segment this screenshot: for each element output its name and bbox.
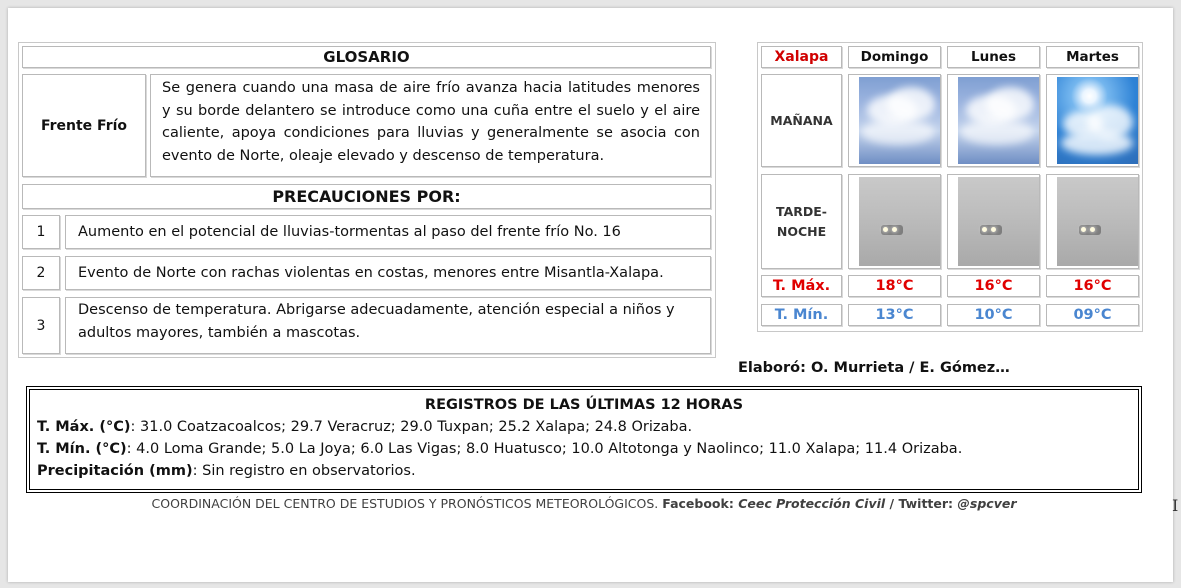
precaution-num-cell-2 [22,256,60,290]
records-box [26,386,1142,493]
precaution-text-cell-3 [65,297,711,354]
precaution-text-cell-2 [65,256,711,290]
records-precip-values: : Sin registro en observatorios. [192,463,416,479]
forecast-evening-cell [1046,174,1139,269]
forecast-tmin-cell [947,304,1040,326]
records-tmin-line [37,438,1131,460]
records-title: REGISTROS DE LAS ÚLTIMAS 12 HORAS [424,397,744,413]
forecast-tmax-cell [1046,275,1139,297]
records-precip-line [37,460,1131,482]
forecast-tmax-cell [947,275,1040,297]
precaution-number: 3 [36,317,46,334]
forecast-day-cell [848,46,941,68]
footer-separator: / [885,496,899,511]
records-inner [29,389,1139,490]
footer-facebook-link[interactable]: Ceec Protección Civil [738,496,886,511]
precaution-text: Evento de Norte con rachas violentas en costas, menores entre Misantla-Xalapa. [78,264,664,281]
forecast-evening-cell [947,174,1040,269]
forecast-tmax-label-cell [761,275,842,297]
forecast-morning-label-cell [761,74,842,167]
forecast-city-cell [761,46,842,68]
page [8,8,1179,582]
forecast-day-cell [947,46,1040,68]
records-tmax-values: : 31.0 Coatzacoalcos; 29.7 Veracruz; 29.0 Tuxpan; 25.2 Xalapa; 24.8 Orizaba. [130,419,693,435]
records-tmax-label: T. Máx. (°C) [37,419,131,435]
precaution-number: 1 [36,224,46,240]
cloudy-icon [859,77,940,164]
cloudy-icon [958,77,1039,164]
forecast-evening-cell [848,174,941,269]
glossary-term: Frente Frío [40,117,128,134]
glossary-term-cell [22,74,146,177]
forecast-evening-label-line1: TARDE- [776,203,827,219]
footer-twitter-label: Twitter: [898,496,958,511]
forecast-tmin-cell [1046,304,1139,326]
precaution-text: Descenso de temperatura. Abrigarse adecuadamente, atención especial a niños y adultos mayores, también a mascotas. [78,302,675,341]
glossary-definition-cell [150,74,711,177]
glossary-title-cell [22,46,711,68]
records-precip-label: Precipitación (mm) [37,463,193,479]
forecast-tmax-cell [848,275,941,297]
forecast-tmin-label: T. Mín. [774,307,829,323]
fog-icon [1057,177,1138,266]
precaution-number: 2 [36,265,46,281]
fog-icon [958,177,1039,266]
forecast-tmax-value: 16°C [974,278,1013,294]
glossary-definition: Se genera cuando una masa de aire frío avanza hacia latitudes menores y su borde delantero se introduce como una cuña entre el suelo y el aire caliente, apoya condiciones para lluvias y generalmente se asocia con evento de Norte, oleaje elevado y descenso de temperatura. [162,80,700,164]
forecast-day-cell [1046,46,1139,68]
forecast-tmin-label-cell [761,304,842,326]
footer-twitter-link[interactable]: @spcver [957,496,1017,511]
records-tmin-values: : 4.0 Loma Grande; 5.0 La Joya; 6.0 Las Vigas; 8.0 Huatusco; 10.0 Altotonga y Naolinco; 11.0 Xalapa; 11.4 Orizaba. [126,441,963,457]
records-tmax-line [37,416,1131,438]
precautions-title: PRECAUCIONES POR: [272,187,461,206]
forecast-tmax-value: 16°C [1073,278,1112,294]
precaution-num-cell-3 [22,297,60,354]
forecast-morning-cell [947,74,1040,167]
precautions-title-cell [22,184,711,209]
forecast-tmin-value: 09°C [1073,307,1112,323]
forecast-morning-cell [848,74,941,167]
footer-org: COORDINACIÓN DEL CENTRO DE ESTUDIOS Y PRONÓSTICOS METEOROLÓGICOS. [151,496,663,511]
forecast-day: Lunes [970,49,1016,65]
forecast-morning-cell [1046,74,1139,167]
text-cursor-icon: I [1172,496,1179,515]
fog-icon [859,177,940,266]
forecast-city: Xalapa [774,49,829,65]
forecast-tmax-label: T. Máx. [772,278,831,294]
footer [26,496,1142,511]
forecast-tmin-value: 10°C [974,307,1013,323]
forecast-morning-label: MAÑANA [770,112,833,128]
author-credit: Elaboró: O. Murrieta / E. Gómez… [738,360,1010,376]
precaution-num-cell-1 [22,215,60,249]
forecast-tmin-value: 13°C [875,307,914,323]
forecast-evening-label-line2: NOCHE [776,223,827,239]
forecast-tmax-value: 18°C [875,278,914,294]
precaution-text-cell-1 [65,215,711,249]
records-tmin-label: T. Mín. (°C) [37,441,127,457]
glossary-title: GLOSARIO [323,48,410,66]
partly-sunny-icon [1057,77,1138,164]
forecast-day: Domingo [860,49,929,65]
forecast-tmin-cell [848,304,941,326]
forecast-day: Martes [1066,49,1119,65]
precaution-text: Aumento en el potencial de lluvias-tormentas al paso del frente frío No. 16 [78,223,621,240]
footer-facebook-label: Facebook: [662,496,739,511]
forecast-evening-label-cell [761,174,842,269]
